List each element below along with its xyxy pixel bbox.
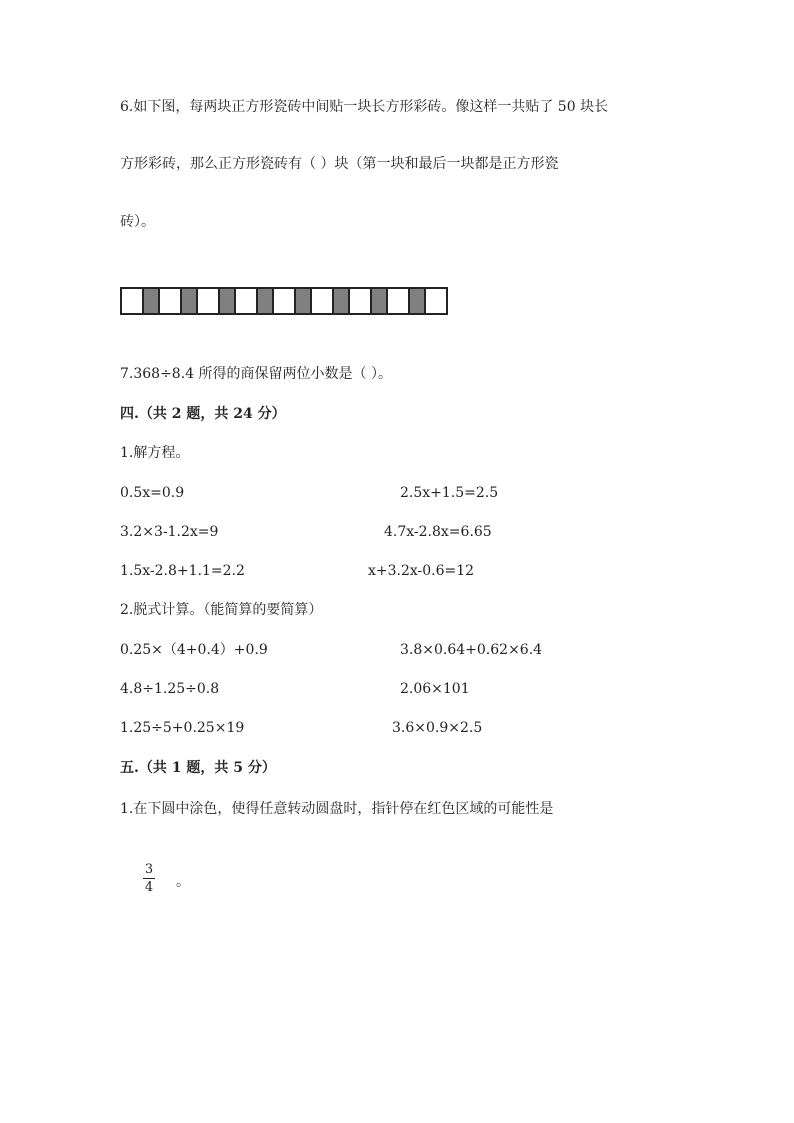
expression: 0.25×（4+0.4）+0.9 [120, 642, 268, 658]
square-tile [312, 289, 334, 313]
section-5-title: 五.（共 1 题，共 5 分） [120, 760, 276, 776]
equation: x+3.2x-0.6=12 [368, 563, 475, 579]
s4-q2-title: 2.脱式计算。（能简算的要简算） [120, 602, 323, 618]
rect-tile [296, 289, 312, 313]
tile-strip-figure [120, 287, 448, 315]
equation: 0.5x=0.9 [120, 485, 185, 501]
equation: 1.5x-2.8+1.1=2.2 [120, 563, 245, 579]
square-tile [160, 289, 182, 313]
q6-line-1: 6.如下图，每两块正方形瓷砖中间贴一块长方形彩砖。像这样一共贴了 50 块长 [120, 99, 609, 115]
square-tile [122, 289, 144, 313]
square-tile [236, 289, 258, 313]
s4-q1-title: 1.解方程。 [120, 445, 190, 461]
fraction [143, 862, 155, 895]
square-tile [388, 289, 410, 313]
s5-q1-text: 1.在下圆中涂色，使得任意转动圆盘时，指针停在红色区域的可能性是 [120, 801, 554, 817]
rect-tile [334, 289, 350, 313]
fraction-bar [143, 878, 155, 879]
equation: 3.2×3-1.2x=9 [120, 524, 219, 540]
section-4-title: 四.（共 2 题，共 24 分） [120, 406, 286, 422]
s5-q1-tail: 。 [176, 874, 190, 890]
equation: 2.5x+1.5=2.5 [400, 485, 499, 501]
expression: 3.8×0.64+0.62×6.4 [400, 642, 543, 658]
rect-tile [372, 289, 388, 313]
rect-tile [144, 289, 160, 313]
square-tile [198, 289, 220, 313]
equation: 4.7x-2.8x=6.65 [384, 524, 492, 540]
expression: 4.8÷1.25÷0.8 [120, 681, 220, 697]
fraction-denominator: 4 [144, 880, 154, 895]
expression: 1.25÷5+0.25×19 [120, 720, 245, 736]
q6-line-3: 砖）。 [120, 214, 155, 230]
square-tile [274, 289, 296, 313]
square-tile [426, 289, 448, 313]
q6-line-2: 方形彩砖，那么正方形瓷砖有（ ）块（第一块和最后一块都是正方形瓷 [120, 156, 559, 172]
rect-tile [258, 289, 274, 313]
expression: 3.6×0.9×2.5 [392, 720, 483, 736]
rect-tile [220, 289, 236, 313]
rect-tile [410, 289, 426, 313]
expression: 2.06×101 [400, 681, 470, 697]
fraction-numerator: 3 [144, 862, 154, 877]
rect-tile [182, 289, 198, 313]
q7-text: 7.368÷8.4 所得的商保留两位小数是（ ）。 [120, 366, 392, 382]
square-tile [350, 289, 372, 313]
